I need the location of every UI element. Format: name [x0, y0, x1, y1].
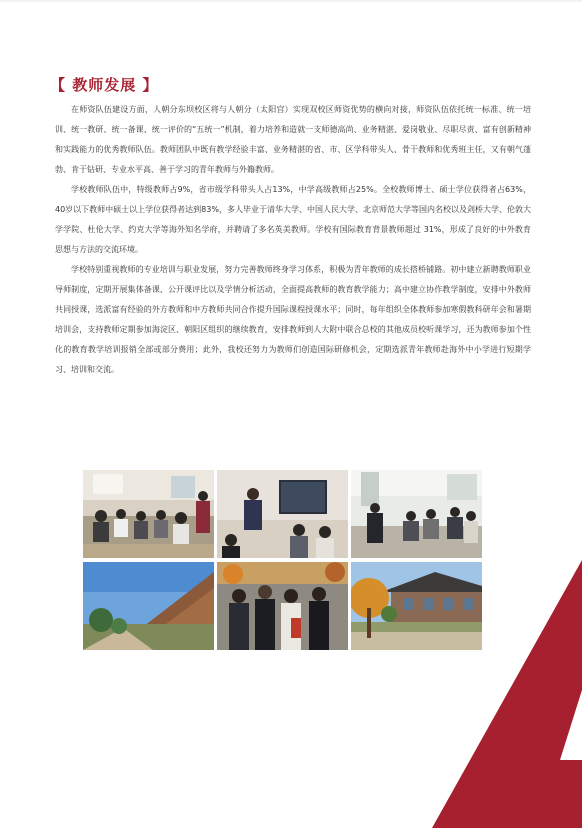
section-heading: 【 教师发展 】	[50, 76, 159, 94]
paragraph-faculty-building: 在师资队伍建设方面，人朝分东坝校区将与人朝分（太阳宫）实现双校区师资优势的横向对接，师资队伍依托统一标准、统一培训、统一教研、统一备课、统一评价的“五统一”机制，着力培养和造就一支师德高尚、业务精湛、爱岗敬业、尽职尽责、富有创新精神和实践能力的优秀教师队伍。教师团队中既有教学经验丰富、业务精湛的省、市、区学科带头人、骨干教师和优秀班主任，又有朝气蓬勃、肯于钻研、专业水平高、善于学习的青年教师与外籍教师。	[55, 105, 531, 174]
classroom-seminar-photo	[83, 470, 214, 558]
teachers-group-photo	[217, 562, 348, 650]
campus-building-photo	[83, 562, 214, 650]
teacher-meeting-photo	[351, 470, 482, 558]
body-text	[55, 100, 531, 380]
top-divider	[0, 0, 582, 2]
paragraph-faculty-composition: 学校教师队伍中，特级教师占9%，省市级学科带头人占13%，中学高级教师占25%。全校教师博士、硕士学位获得者占63%，40岁以下教师中硕士以上学位获得者达到83%，多人毕业于清华大学、中国人民大学、北京师范大学等国内名校以及剑桥大学、伦敦大学学院、杜伦大学、约克大学等海外知名学府，并聘请了多名英美教师。学校有国际教育背景教师超过 31%，形成了良好的中外教育思想与方法的交流环境。	[55, 185, 531, 254]
campus-courtyard-photo	[351, 562, 482, 650]
photo-grid	[83, 470, 482, 650]
paragraph-professional-development: 学校特别重视教师的专业培训与职业发展，努力完善教师终身学习体系，积极为青年教师的成长搭桥铺路。初中建立新聘教师职业导师制度，定期开展集体备课、公开课评比以及学情分析活动，全面提高教师的教育教学能力；高中建立协作教学制度，安排中外教师共同授课，选派富有经验的外方教师和中方教师共同合作提升国际课程授课水平；同时，每年组织全体教师参加寒假教科研年会和暑期培训会，支持教师定期参加海淀区、朝阳区组织的继续教育，安排教师到人大附中联合总校的其他成员校听课学习，还为教师参加个性化的教育教学培训报销全部或部分费用；此外，我校还努力为教师们创造国际研修机会，定期选派青年教师赴海外中小学进行短期学习、培训和交流。	[55, 265, 531, 374]
teacher-presentation-photo	[217, 470, 348, 558]
